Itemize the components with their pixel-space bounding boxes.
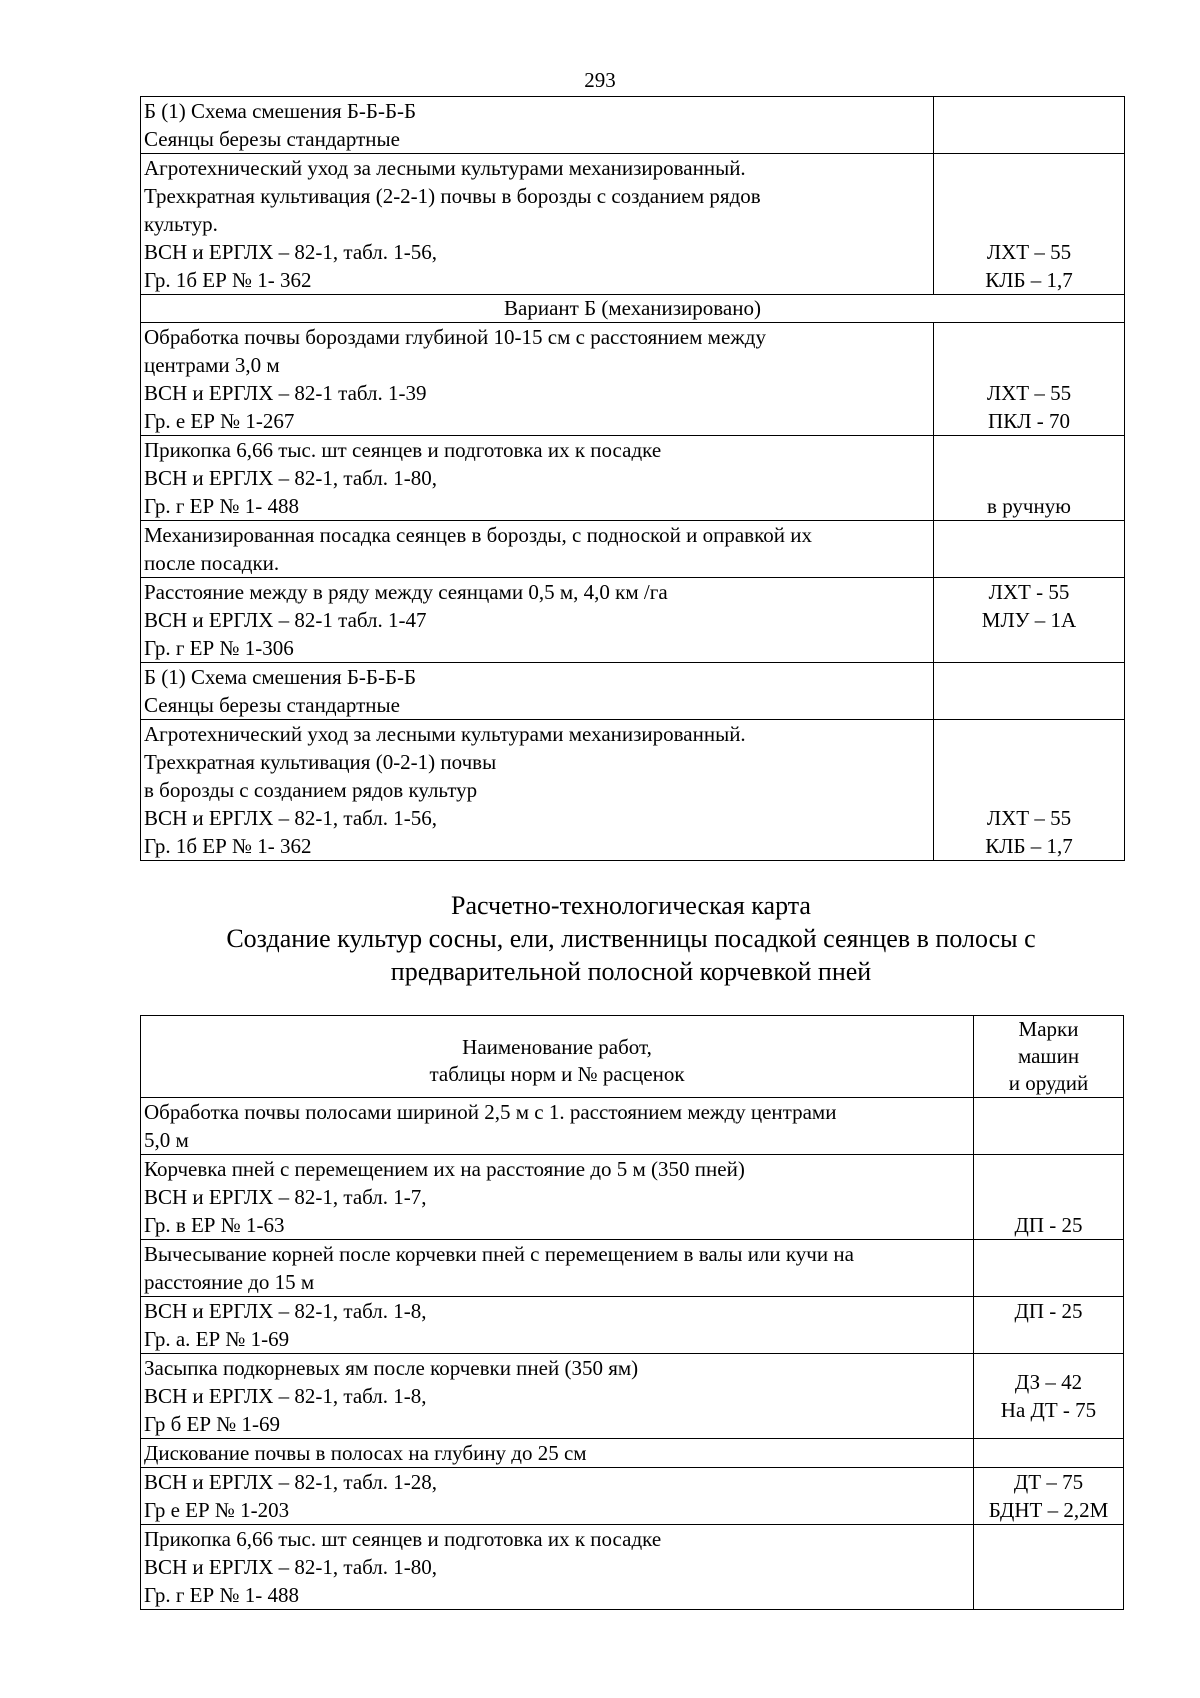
machines-cell: ДТ – 75 БДНТ – 2,2М (974, 1468, 1124, 1525)
title-line-1: Расчетно-технологическая карта (451, 891, 811, 920)
title-line-3: предварительной полосной корчевкой пней (390, 957, 872, 986)
work-cell: Расстояние между в ряду между сеянцами 0,5 м, 4,0 км /га ВСН и ЕРГЛХ – 82-1 табл. 1-47 Гр. г ЕР № 1-306 (141, 578, 934, 663)
work-cell: Прикопка 6,66 тыс. шт сеянцев и подготовка их к посадке ВСН и ЕРГЛХ – 82-1, табл. 1-80, Гр. г ЕР № 1- 488 (141, 436, 934, 521)
machines-cell (974, 1525, 1124, 1610)
work-cell: Обработка почвы бороздами глубиной 10-15 см с расстоянием между центрами 3,0 м ВСН и ЕРГЛХ – 82-1 табл. 1-39 Гр. е ЕР № 1-267 (141, 323, 934, 436)
table-row (141, 720, 1125, 861)
table-row (141, 578, 1125, 663)
work-cell: Б (1) Схема смешения Б-Б-Б-Б Сеянцы березы стандартные (141, 663, 934, 720)
table-row (141, 1468, 1124, 1525)
table-row (141, 1240, 1124, 1297)
table-row (141, 323, 1125, 436)
machines-cell: ЛХТ – 55 КЛБ – 1,7 (934, 154, 1125, 295)
table-row (141, 521, 1125, 578)
machines-cell (934, 663, 1125, 720)
work-cell: Механизированная посадка сеянцев в борозды, с подноской и оправкой их после посадки. (141, 521, 934, 578)
machines-cell (974, 1439, 1124, 1468)
table-row (141, 663, 1125, 720)
table-row (141, 154, 1125, 295)
machines-cell: ДЗ – 42 На ДТ - 75 (974, 1354, 1124, 1439)
work-table (140, 1015, 1124, 1610)
variant-heading: Вариант Б (механизировано) (141, 295, 1125, 323)
machines-cell: ДП - 25 (974, 1297, 1124, 1354)
work-cell: Б (1) Схема смешения Б-Б-Б-Б Сеянцы березы стандартные (141, 97, 934, 154)
work-cell: Дискование почвы в полосах на глубину до 25 см (141, 1439, 974, 1468)
work-cell: Агротехнический уход за лесными культурами механизированный. Трехкратная культивация (0-2-1) почвы в борозды с созданием рядов культур ВСН и ЕРГЛХ – 82-1, табл. 1-56, Гр. 1б ЕР № 1- 362 (141, 720, 934, 861)
table-row (141, 1155, 1124, 1240)
machines-cell: в ручную (934, 436, 1125, 521)
table-row (141, 1354, 1124, 1439)
page-number: 293 (584, 68, 616, 92)
table-row (141, 1439, 1124, 1468)
work-cell: Прикопка 6,66 тыс. шт сеянцев и подготовка их к посадке ВСН и ЕРГЛХ – 82-1, табл. 1-80, Гр. г ЕР № 1- 488 (141, 1525, 974, 1610)
work-cell: Засыпка подкорневых ям после корчевки пней (350 ям) ВСН и ЕРГЛХ – 82-1, табл. 1-8, Гр б ЕР № 1-69 (141, 1354, 974, 1439)
table-header-row (141, 1016, 1124, 1098)
work-cell: Вычесывание корней после корчевки пней с перемещением в валы или кучи на расстояние до 15 м (141, 1240, 974, 1297)
table-row (141, 97, 1125, 154)
work-cell: Агротехнический уход за лесными культурами механизированный. Трехкратная культивация (2-2-1) почвы в борозды с созданием рядов культур. ВСН и ЕРГЛХ – 82-1, табл. 1-56, Гр. 1б ЕР № 1- 362 (141, 154, 934, 295)
title-line-2: Создание культур сосны, ели, лиственницы посадкой сеянцев в полосы с (226, 924, 1036, 953)
table-section-row (141, 295, 1125, 323)
table-row (141, 1297, 1124, 1354)
machines-cell (934, 521, 1125, 578)
machines-cell: ДП - 25 (974, 1155, 1124, 1240)
section-title (0, 889, 1200, 988)
table-row (141, 436, 1125, 521)
machines-cell (934, 97, 1125, 154)
machines-cell (974, 1240, 1124, 1297)
header-machines: Марки машин и орудий (974, 1016, 1124, 1098)
work-cell: ВСН и ЕРГЛХ – 82-1, табл. 1-28, Гр е ЕР № 1-203 (141, 1468, 974, 1525)
machines-cell (974, 1098, 1124, 1155)
work-cell: Обработка почвы полосами шириной 2,5 м с 1. расстоянием между центрами 5,0 м (141, 1098, 974, 1155)
machines-cell: ЛХТ – 55 ПКЛ - 70 (934, 323, 1125, 436)
work-table-continued (140, 96, 1125, 861)
table-row (141, 1525, 1124, 1610)
machines-cell: ЛХТ – 55 КЛБ – 1,7 (934, 720, 1125, 861)
machines-cell: ЛХТ - 55 МЛУ – 1А (934, 578, 1125, 663)
work-cell: Корчевка пней с перемещением их на расстояние до 5 м (350 пней) ВСН и ЕРГЛХ – 82-1, табл. 1-7, Гр. в ЕР № 1-63 (141, 1155, 974, 1240)
work-cell: ВСН и ЕРГЛХ – 82-1, табл. 1-8, Гр. а. ЕР № 1-69 (141, 1297, 974, 1354)
table-row (141, 1098, 1124, 1155)
header-work: Наименование работ, таблицы норм и № расценок (141, 1016, 974, 1098)
